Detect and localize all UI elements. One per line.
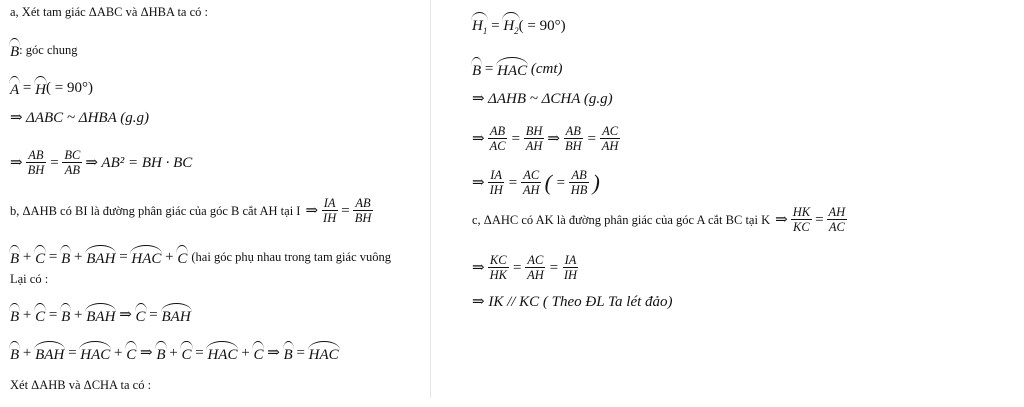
- ratio-line-3: ⇒ $\frac{IA}{IH}$ = $\frac{AC}{AH}$ ( = $\frac{AB}{HB}$ ): [472, 168, 600, 197]
- ratio-line: ⇒ $\frac{AB}{BH}$ = $\frac{BC}{AB}$ ⇒ AB² = BH · BC: [10, 148, 193, 177]
- common-angle-text: : góc chung: [19, 42, 78, 57]
- part-b-line: b, ΔAHB có BI là đường phân giác của góc B cắt AH tại I ⇒ $\frac{IA}{IH}$ = $\frac{AB}{BH}$: [10, 196, 372, 225]
- common-angle-line: [10, 38, 78, 61]
- h1-h2-line: $H_1$ = $H_2$ ( = 90°): [472, 12, 566, 40]
- similarity-ahb-cha: ⇒ ΔAHB ~ ΔCHA (g.g): [472, 91, 613, 107]
- also-have: Lại có :: [10, 272, 49, 286]
- complementary-angles-line: B + C = B + BAH = HAC + C (hai góc phụ nhau trong tam giác vuông: [10, 245, 391, 268]
- conclusion-line: ⇒ IK // KC ( Theo ĐL Ta lét đảo): [472, 294, 673, 310]
- ratio-line-4: ⇒ $\frac{KC}{HK}$ = $\frac{AC}{AH}$ = $\frac{IA}{IH}$: [472, 253, 578, 282]
- complementary-text: (hai góc phụ nhau trong tam giác vuông: [191, 249, 391, 264]
- similarity-abc-hba: ⇒ ΔABC ~ ΔHBA (g.g): [10, 110, 149, 126]
- part-c-line: c, ΔAHC có AK là đường phân giác của góc A cắt BC tại K ⇒ $\frac{HK}{KC}$ = $\frac{AH}{AC}$: [472, 205, 846, 234]
- right-column: [462, 0, 902, 398]
- left-column: [0, 0, 431, 398]
- ratio-result: ⇒ AB² = BH · BC: [85, 154, 193, 171]
- part-c-text: c, ΔAHC có AK là đường phân giác của góc A cắt BC tại K: [472, 212, 771, 227]
- angle-b: B: [10, 38, 19, 61]
- part-a-heading: a, Xét tam giác ΔABC và ΔHBA ta có :: [10, 5, 208, 19]
- part-b-text: b, ΔAHB có BI là đường phân giác của góc B cắt AH tại I: [10, 203, 301, 218]
- right-angle-value: ( = 90°): [45, 79, 93, 96]
- ratio-line-2: ⇒ $\frac{AB}{AC}$ = $\frac{BH}{AH}$ ⇒ $\frac{AB}{BH}$ = $\frac{AC}{AH}$: [472, 124, 619, 153]
- right-angle-line: A = H ( = 90°): [10, 76, 93, 99]
- angle-chain-2: B + BAH = HAC + C ⇒ B + C = HAC + C ⇒ B = HAC: [10, 341, 339, 364]
- angle-chain-1: B + C = B + BAH ⇒ C = BAH: [10, 303, 191, 326]
- b-hac-line: B = HAC (cmt): [472, 57, 563, 80]
- cmt-label: (cmt): [530, 60, 563, 77]
- h-angle-value: ( = 90°): [518, 18, 566, 34]
- consider-ahb-cha: Xét ΔAHB và ΔCHA ta có :: [10, 378, 152, 392]
